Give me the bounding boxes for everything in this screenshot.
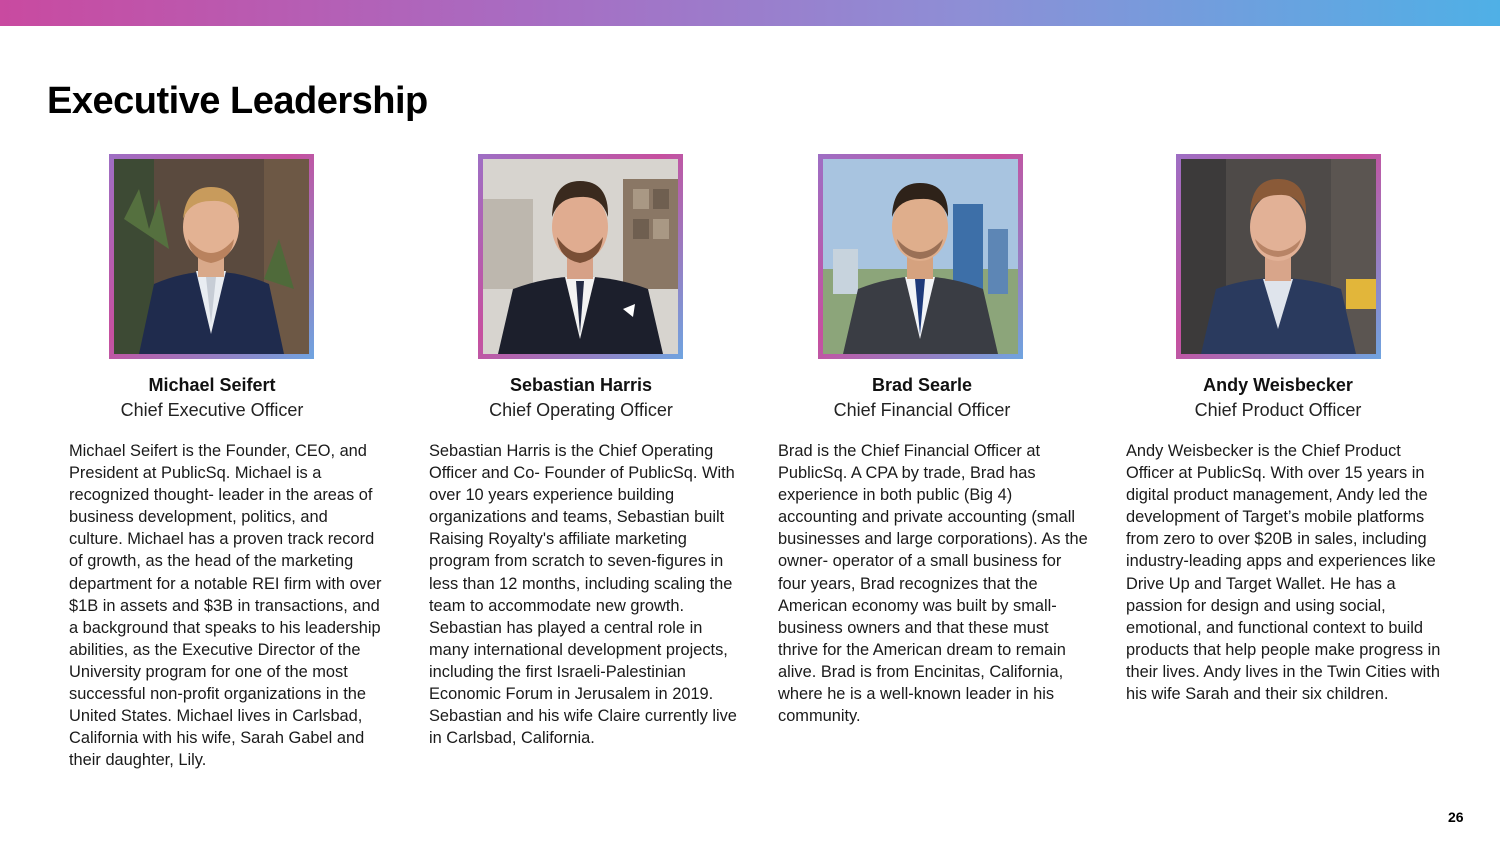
page-title: Executive Leadership bbox=[47, 80, 428, 122]
executive-name: Michael Seifert bbox=[148, 375, 276, 395]
portrait-michael-seifert bbox=[114, 159, 309, 354]
executive-bio: Sebastian Harris is the Chief Operating Officer and Co- Founder of PublicSq. With over 10 years experience building organizations and teams, Sebastian built Raising Royalty's affiliate marketing program from scratch to seven-figures in less than 12 months, including scaling the team to accommodate new growth. Sebastian has played a central role in many international development projects, including the first Israeli-Palestinian Economic Forum in Jerusalem in 2019. Sebastian and his wife Claire currently live in Carlsbad, California. bbox=[429, 442, 737, 748]
portrait-andy-weisbecker bbox=[1181, 159, 1376, 354]
photo-frame bbox=[818, 154, 1023, 359]
portrait-sebastian-harris bbox=[483, 159, 678, 354]
executive-bio: Michael Seifert is the Founder, CEO, and President at PublicSq. Michael is a recognized thought- leader in the areas of business development, politics, and culture. Michael has a proven track record of growth, as the head of the marketing department for a notable REI firm with over $1B in assets and $3B in transactions, and a background that speaks to his leadership abilities, as the Executive Director of the University program for one of the most successful non-profit organizations in the United States. Michael lives in Carlsbad, California with his wife, Sarah Gabel and their daughter, Lily. bbox=[69, 442, 382, 770]
executive-role: Chief Product Officer bbox=[1194, 400, 1362, 420]
executive-bio: Andy Weisbecker is the Chief Product Officer at PublicSq. With over 15 years in digital product management, Andy led the development of Target’s mobile platforms from zero to over $20B in sales, including industry-leading apps and experiences like Drive Up and Target Wallet. He has a passion for design and using social, emotional, and functional context to build products that help people make progress in their lives. Andy lives in the Twin Cities with his wife Sarah and their six children. bbox=[1126, 442, 1441, 704]
executive-role: Chief Financial Officer bbox=[833, 400, 1011, 420]
executive-role: Chief Executive Officer bbox=[120, 400, 304, 420]
photo-frame bbox=[109, 154, 314, 359]
executive-bio: Brad is the Chief Financial Officer at PublicSq. A CPA by trade, Brad has experience in both public (Big 4) accounting and private accounting (small businesses and large corporations). As the owner- operator of a small business for four years, Brad recognizes that the American economy was built by small-business owners and that these must thrive for the American dream to remain alive. Brad is from Encinitas, California, where he is a well-known leader in his community. bbox=[778, 442, 1088, 726]
executive-name: Brad Searle bbox=[871, 375, 973, 395]
portrait-brad-searle bbox=[823, 159, 1018, 354]
page-number: 26 bbox=[1448, 809, 1464, 825]
executive-name: Sebastian Harris bbox=[509, 375, 653, 395]
executive-name: Andy Weisbecker bbox=[1203, 375, 1353, 395]
photo-frame bbox=[478, 154, 683, 359]
accent-gradient-bar bbox=[0, 0, 1500, 26]
executive-role: Chief Operating Officer bbox=[489, 400, 673, 420]
photo-frame bbox=[1176, 154, 1381, 359]
